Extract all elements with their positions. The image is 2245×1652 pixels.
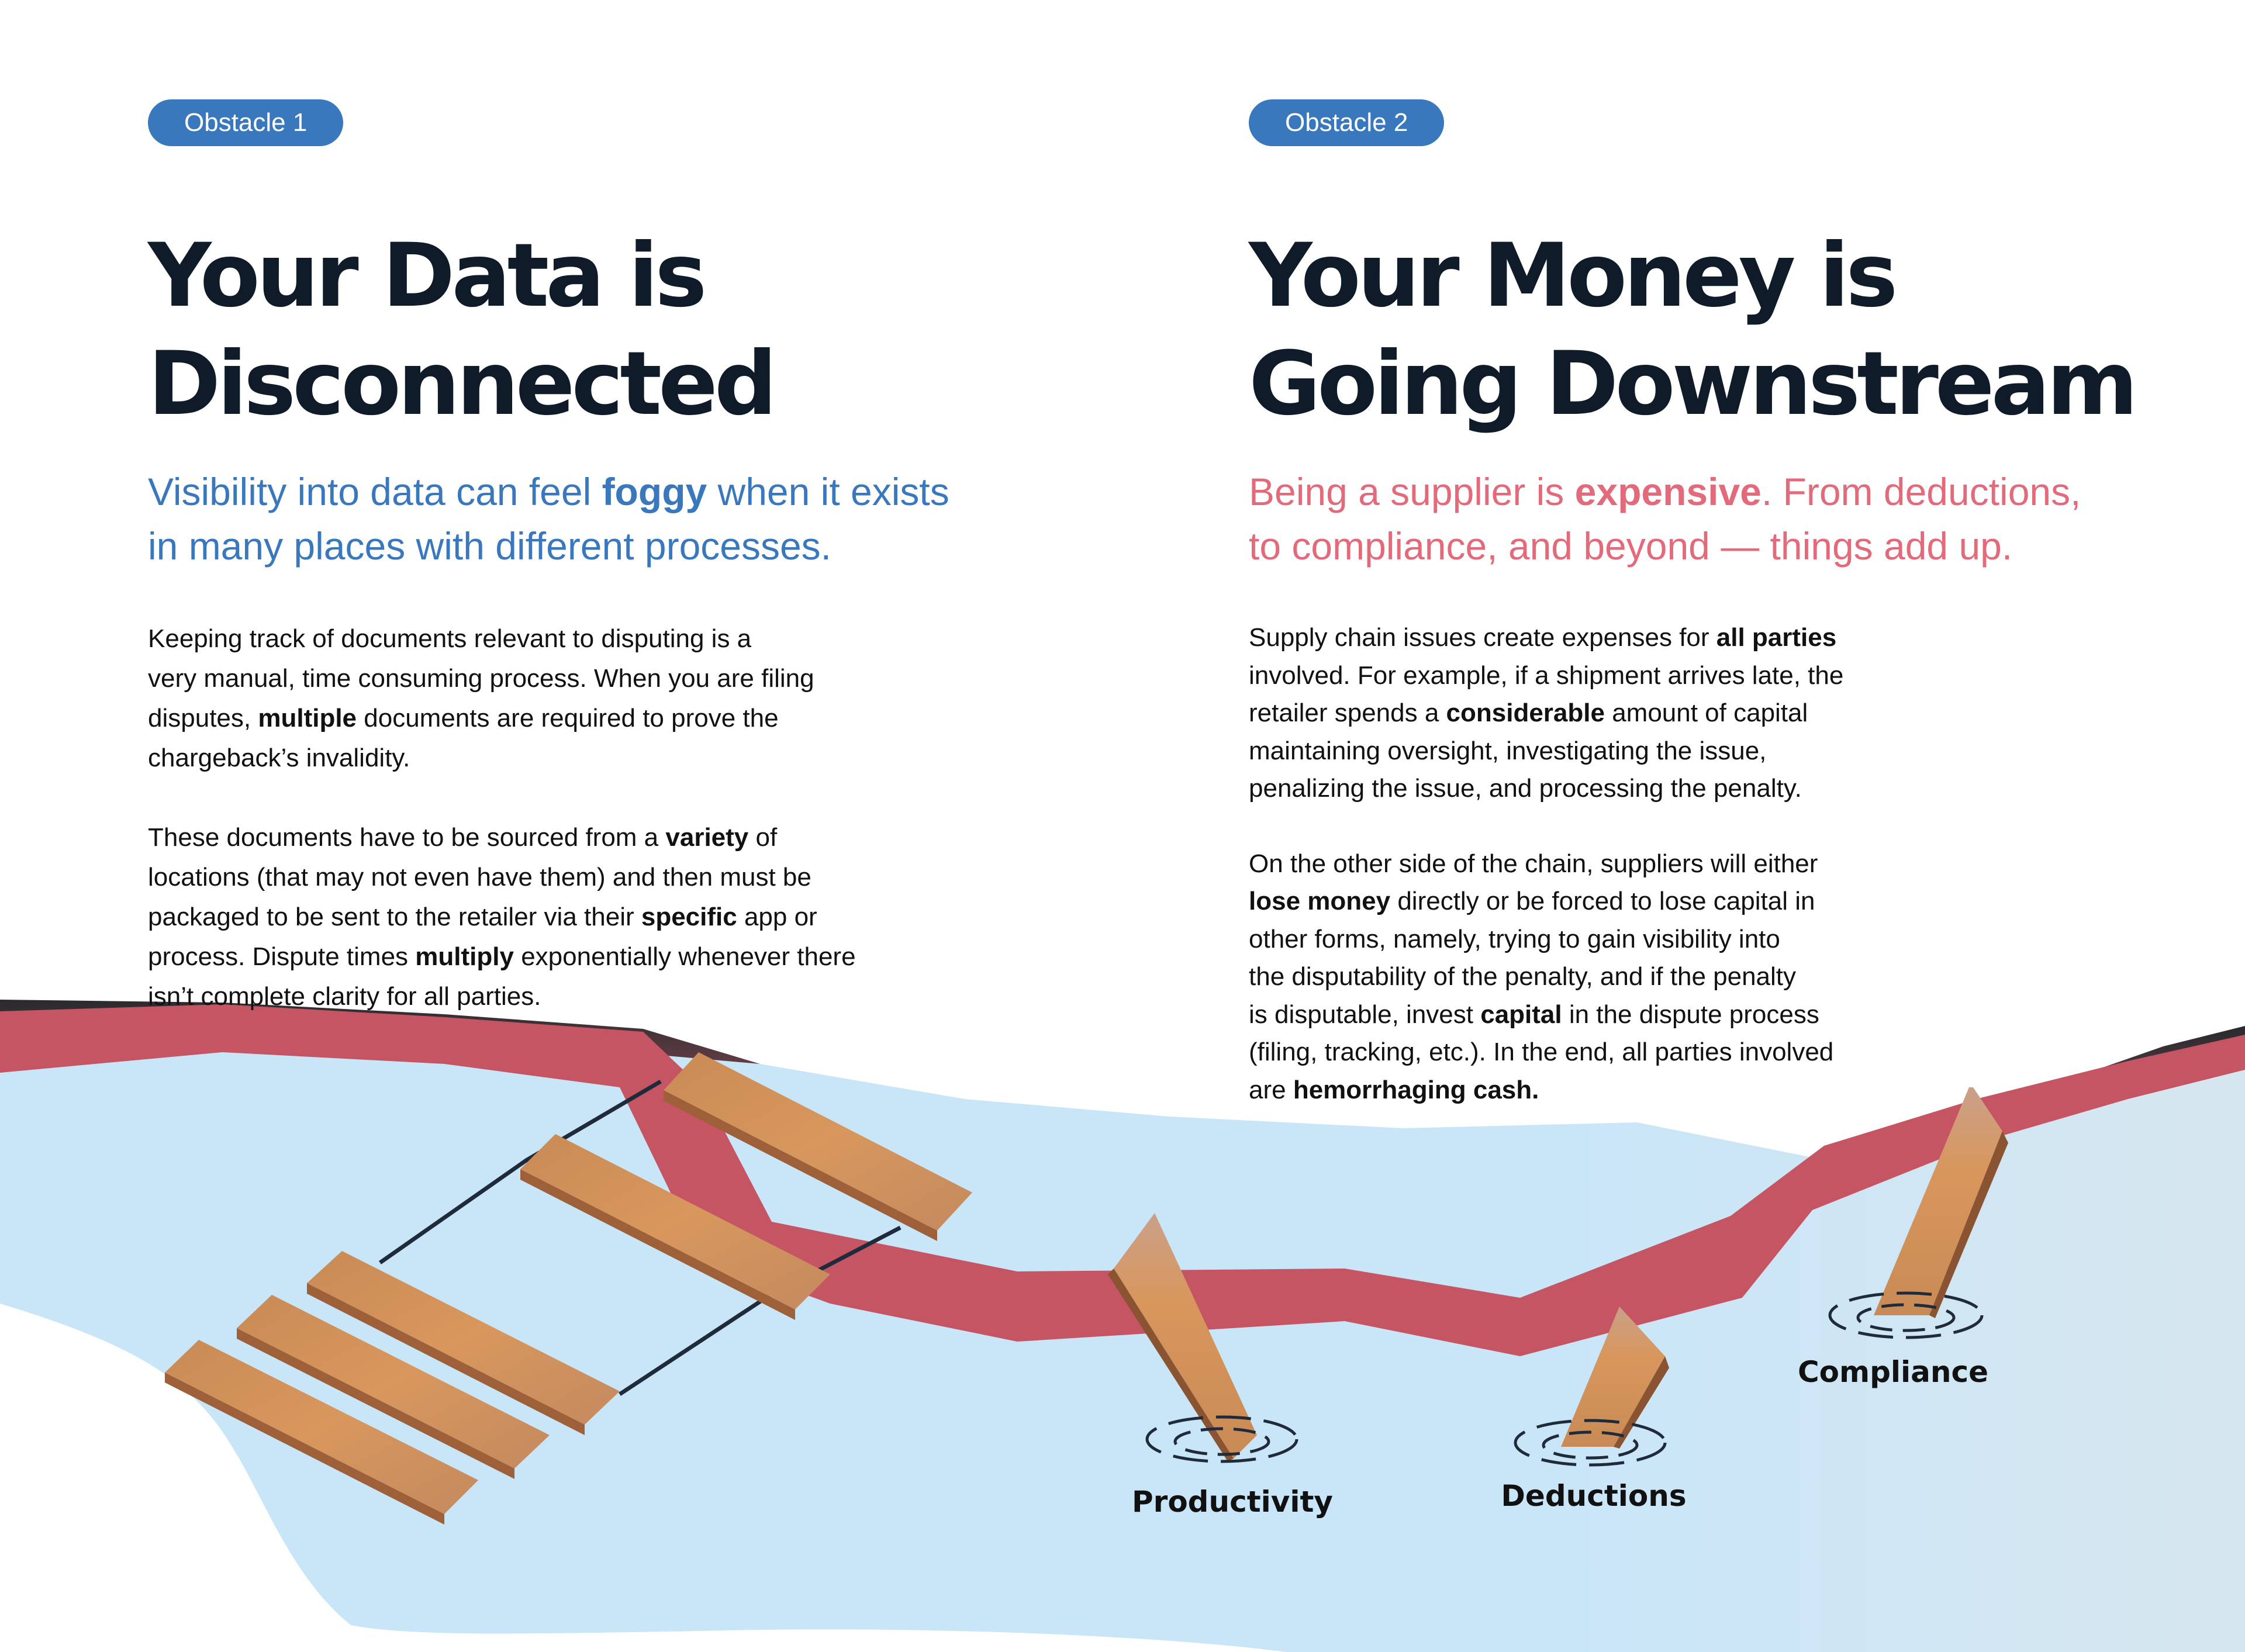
paragraph: [1249, 845, 2184, 1110]
paragraph: [148, 619, 1060, 778]
text-run: are: [1249, 1075, 1293, 1104]
text-run: documents are required to prove the: [357, 704, 779, 732]
body-text: [148, 619, 1060, 1017]
text-run: involved. For example, if a shipment arrives late, the: [1249, 661, 1844, 690]
text-line: [148, 897, 1060, 937]
text-run: Supply chain issues create expenses for: [1249, 623, 1716, 652]
text-run: in many places with different processes.: [148, 524, 832, 568]
heading-line: Going Downstream: [1249, 333, 2135, 435]
text-line: [1249, 619, 2184, 657]
text-line: [148, 465, 1060, 519]
heading-line: Disconnected: [148, 333, 774, 435]
emphasis-text: capital: [1480, 1000, 1562, 1029]
text-run: app or: [737, 903, 817, 931]
text-run: . From deductions,: [1761, 470, 2081, 513]
text-line: [1249, 921, 2184, 959]
text-run: disputes,: [148, 704, 258, 732]
text-run: Visibility into data can feel: [148, 470, 602, 513]
obstacle-1-section: [148, 99, 1060, 1056]
text-line: [1249, 465, 2184, 519]
text-run: penalizing the issue, and processing the penalty.: [1249, 774, 1802, 803]
emphasis-text: foggy: [602, 470, 707, 513]
text-line: [148, 738, 1060, 778]
text-line: [148, 659, 1060, 699]
text-run: to compliance, and beyond — things add up.: [1249, 524, 2013, 568]
emphasis-text: multiple: [258, 704, 357, 732]
heading-line: Your Money is: [1249, 225, 1895, 327]
subheading: [1249, 465, 2184, 573]
emphasis-text: considerable: [1446, 699, 1605, 727]
text-run: in the dispute process: [1562, 1000, 1819, 1029]
section-heading: [148, 222, 1060, 438]
compliance-label: Compliance: [1797, 1355, 1989, 1389]
text-line: [1249, 958, 2184, 996]
text-run: process. Dispute times: [148, 942, 416, 971]
heading-line: Your Data is: [148, 225, 704, 327]
text-line: [148, 858, 1060, 897]
text-run: chargeback’s invalidity.: [148, 744, 410, 772]
text-run: Being a supplier is: [1249, 470, 1575, 513]
productivity-label: Productivity: [1132, 1485, 1333, 1519]
text-run: other forms, namely, trying to gain visibility into: [1249, 924, 1780, 953]
text-run: maintaining oversight, investigating the issue,: [1249, 736, 1767, 765]
emphasis-text: lose money: [1249, 887, 1391, 915]
text-line: [1249, 519, 2184, 573]
text-line: [148, 818, 1060, 858]
text-line: [1249, 770, 2184, 808]
obstacle-2-section: [1249, 99, 2184, 1146]
section-heading: [1249, 222, 2184, 438]
text-run: These documents have to be sourced from a: [148, 823, 666, 852]
emphasis-text: multiply: [415, 942, 514, 971]
text-run: On the other side of the chain, suppliers will either: [1249, 849, 1818, 878]
text-run: exponentially whenever there: [513, 942, 856, 971]
emphasis-text: hemorrhaging cash.: [1293, 1075, 1539, 1104]
text-run: the disputability of the penalty, and if the penalty: [1249, 962, 1797, 991]
text-line: [1249, 996, 2184, 1034]
text-run: retailer spends a: [1249, 699, 1446, 727]
text-line: [1249, 1034, 2184, 1072]
text-line: [1249, 883, 2184, 921]
text-run: (filing, tracking, etc.). In the end, all parties involved: [1249, 1038, 1834, 1066]
text-run: when it exists: [707, 470, 949, 513]
emphasis-text: specific: [641, 903, 737, 931]
text-line: [148, 977, 1060, 1017]
text-line: [1249, 1072, 2184, 1110]
body-text: [1249, 619, 2184, 1109]
text-line: [1249, 657, 2184, 695]
obstacle-badge: Obstacle 1: [148, 99, 343, 146]
obstacle-badge: Obstacle 2: [1249, 99, 1444, 146]
text-line: [148, 699, 1060, 738]
text-run: very manual, time consuming process. When you are filing: [148, 664, 814, 693]
text-run: Keeping track of documents relevant to disputing is a: [148, 624, 752, 653]
text-run: isn’t complete clarity for all parties.: [148, 982, 541, 1011]
text-line: [1249, 845, 2184, 883]
text-line: [148, 519, 1060, 573]
text-run: is disputable, invest: [1249, 1000, 1481, 1029]
paragraph: [1249, 619, 2184, 808]
emphasis-text: all parties: [1716, 623, 1837, 652]
text-run: locations (that may not even have them) and then must be: [148, 863, 811, 891]
text-run: directly or be forced to lose capital in: [1390, 887, 1815, 915]
text-run: amount of capital: [1604, 699, 1808, 727]
text-line: [148, 937, 1060, 977]
text-run: packaged to be sent to the retailer via their: [148, 903, 641, 931]
emphasis-text: expensive: [1574, 470, 1762, 513]
paragraph: [148, 818, 1060, 1017]
text-line: [148, 619, 1060, 659]
emphasis-text: variety: [665, 823, 749, 852]
deductions-label: Deductions: [1501, 1479, 1687, 1513]
text-run: of: [748, 823, 778, 852]
subheading: [148, 465, 1060, 573]
text-line: [1249, 694, 2184, 732]
text-line: [1249, 732, 2184, 770]
